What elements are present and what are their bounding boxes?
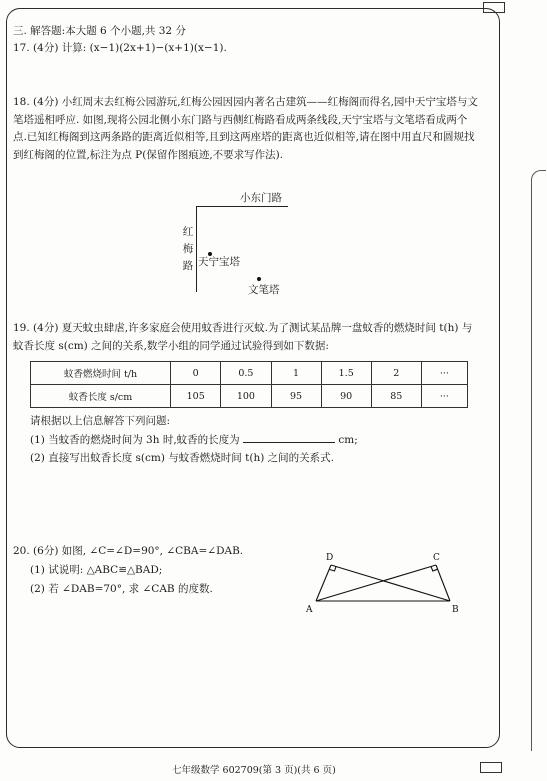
table-cell: ··· [421,385,467,408]
park-map-figure [150,188,350,308]
vertex-label-d: D [326,553,334,563]
question-20-part1: (1) 试说明: △ABC≌△BAD; [30,564,163,576]
question-19-text: 19. (4分) 夏天蚊虫肆虐,许多家庭会使用蚊香进行灭蚊.为了测试某品牌一盘蚊香的燃烧时间 t(h) 与蚊香长度 s(cm) 之间的关系,数学小组的同学通过试验得到如下数据: [13,322,473,352]
tower-wenbi-label: 文笔塔 [248,284,280,296]
road-west-line [196,206,197,292]
corner-mark-bottom [480,762,502,773]
question-17: 17. (4分) 计算: (x−1)(2x+1)−(x+1)(x−1). [13,42,227,54]
question-20-text: 20. (6分) 如图, ∠C=∠D=90°, ∠CBA=∠DAB. [13,545,244,557]
incense-data-table [30,361,468,408]
part1-unit: cm; [338,434,358,446]
table-row [31,362,468,385]
segment-cb [436,565,450,601]
question-18-text: 18. (4分) 小红周末去红梅公园游玩,红梅公园因园内著名古建筑——红梅阁而得名,园中天宁宝塔与文笔塔遥相呼应. 如图,现将公园北侧小东门路与西侧红梅路看成两条线段,天宁宝塔与文笔塔看成两个点.已知红梅阁到这两条路的距离近似相等,且到这两座塔的距离也近似相等,请在图中用直尺和圆规找到红梅阁的位置,标注为点 P(保留作图痕迹,不要求写作法). [13,96,478,161]
road-west-label: 红梅路 [182,226,194,272]
table-cell: 2 [371,362,421,385]
section-title: 三. 解答题:本大题 6 个小题,共 32 分 [13,25,186,37]
table-cell: 1.5 [321,362,371,385]
answer-blank [243,432,335,443]
triangle-figure [300,545,470,620]
segment-ad [316,565,331,601]
table-cell: 1 [271,362,321,385]
table-cell: 0.5 [221,362,271,385]
table-row-label: 蚊香长度 s/cm [31,385,171,408]
road-north-label: 小东门路 [240,192,282,204]
page-footer: 七年级数学 602709(第 3 页)(共 6 页) [172,765,336,776]
table-cell: 85 [371,385,421,408]
table-row [31,385,468,408]
table-cell: 105 [171,385,221,408]
table-cell: 100 [221,385,271,408]
table-cell: 95 [271,385,321,408]
table-cell: 0 [171,362,221,385]
table-cell: ··· [421,362,467,385]
road-north-line [196,206,288,207]
question-19-prompt: 请根据以上信息解答下列问题: [30,415,171,427]
binding-margin-line [531,170,546,751]
table-cell: 90 [321,385,371,408]
question-19-part1 [30,432,358,448]
question-19-part2: (2) 直接写出蚊香长度 s(cm) 与蚊香燃烧时间 t(h) 之间的关系式. [30,452,334,464]
question-20-part2: (2) 若 ∠DAB=70°, 求 ∠CAB 的度数. [30,583,213,595]
part1-text: (1) 当蚊香的燃烧时间为 3h 时,蚊香的长度为 [30,434,240,446]
table-row-label: 蚊香燃烧时间 t/h [31,362,171,385]
corner-mark-top [483,2,505,13]
tower-wenbi-point [257,277,261,281]
tower-tianning-label: 天宁宝塔 [198,256,240,268]
vertex-label-a: A [306,605,313,615]
vertex-label-c: C [433,553,440,563]
vertex-label-b: B [452,605,459,615]
